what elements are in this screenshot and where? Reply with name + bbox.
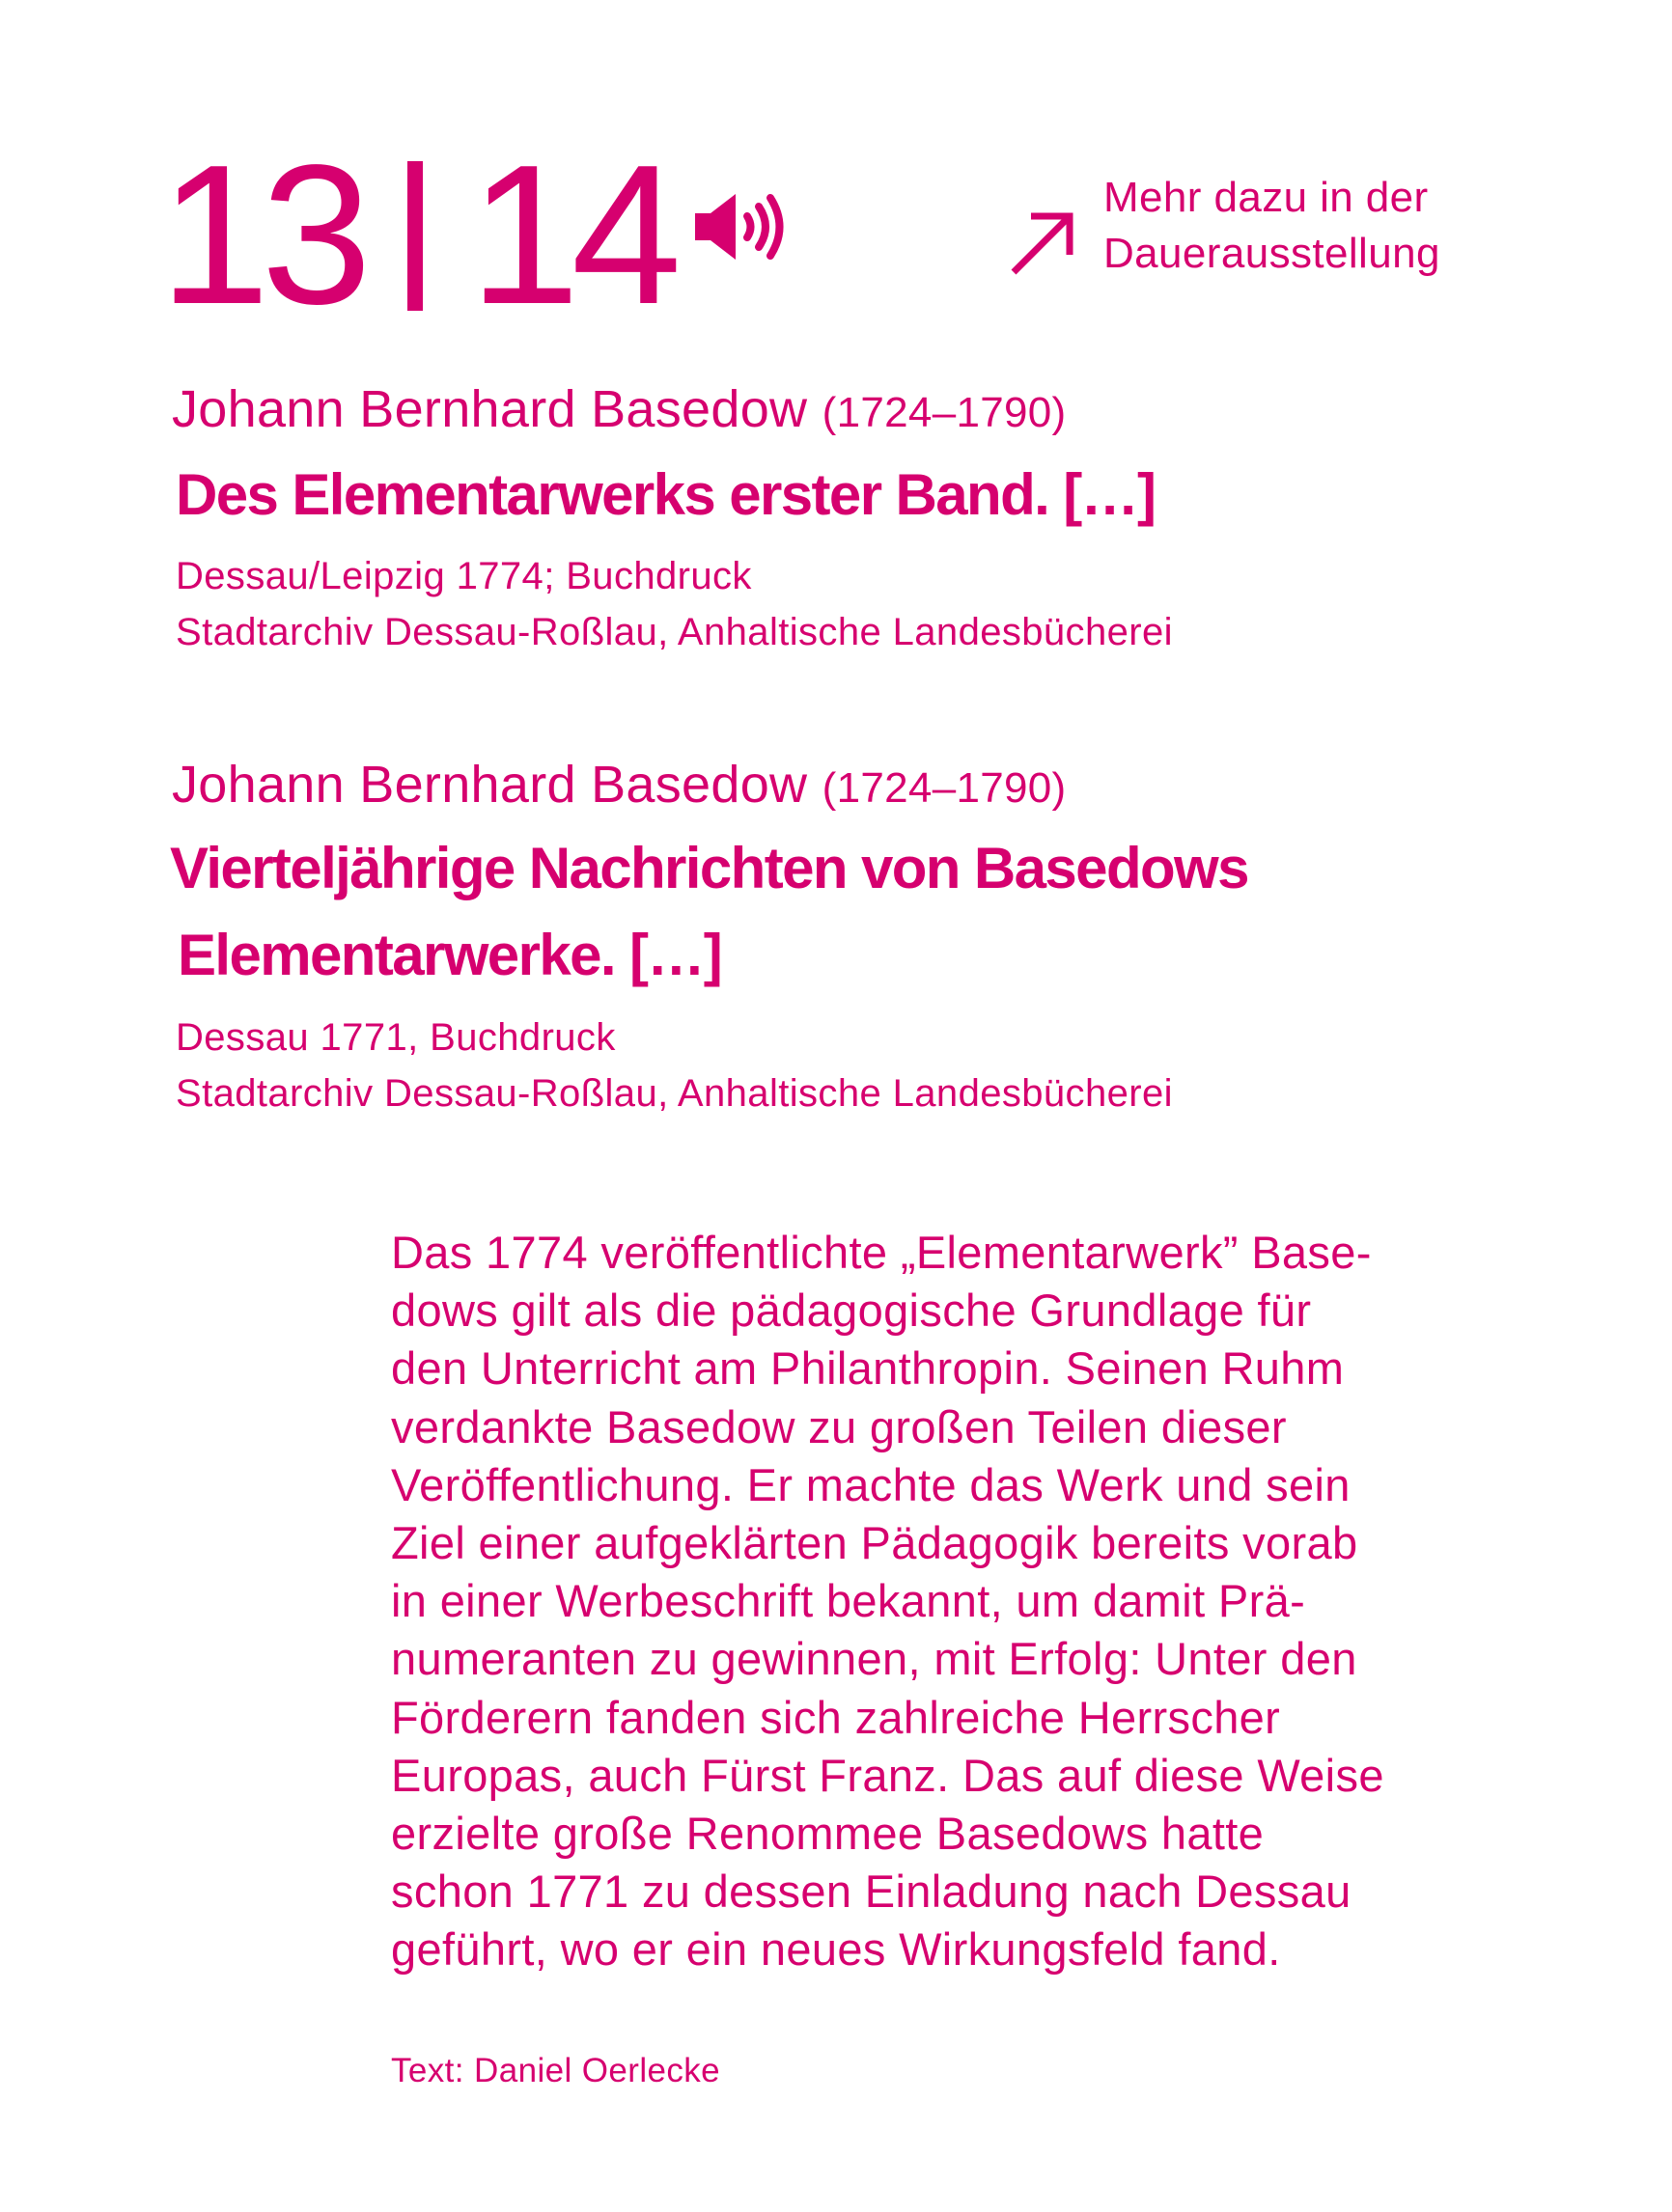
entry-1-collection: Stadtarchiv Dessau-Roßlau, Anhaltische Landesbücherei	[176, 611, 1173, 653]
description-line: Ziel einer aufgeklärten Pädagogik bereits vorab	[391, 1517, 1358, 1569]
description-line: Das 1774 veröffentlichte „Elementarwerk” Base-	[391, 1227, 1372, 1278]
entry-2-author-name: Johann Bernhard Basedow	[172, 756, 808, 814]
entry-1-author	[172, 379, 1067, 439]
description-line: Veröffentlichung. Er machte das Werk und sein	[391, 1458, 1351, 1510]
entry-2-place-date: Dessau 1771, Buchdruck	[176, 1016, 616, 1059]
object-number-right: 14	[469, 124, 674, 346]
arrow-up-right-icon[interactable]	[1008, 208, 1077, 278]
entry-1-title: Des Elementarwerks erster Band. […]	[176, 462, 1156, 527]
description-line: numeranten zu gewinnen, mit Erfolg: Unter den	[391, 1633, 1357, 1685]
entry-2-title-line-2: Elementarwerke. […]	[178, 923, 722, 987]
entry-2-author-years: (1724–1790)	[822, 764, 1067, 812]
entry-2-title-line-1: Vierteljährige Nachrichten von Basedows	[170, 836, 1248, 900]
description-line: geführt, wo er ein neues Wirkungsfeld fand.	[391, 1923, 1281, 1976]
description-paragraph	[391, 1224, 1530, 1979]
description-line: Europas, auch Fürst Franz. Das auf diese Weise	[391, 1749, 1384, 1801]
description-line: den Unterricht am Philanthropin. Seinen Ruhm	[391, 1342, 1345, 1395]
entry-1-author-name: Johann Bernhard Basedow	[172, 380, 808, 438]
description-line: Förderern fanden sich zahlreiche Herrscher	[391, 1691, 1281, 1743]
exhibition-link-line-1: Mehr dazu in der	[1103, 174, 1429, 221]
description-line: schon 1771 zu dessen Einladung nach Dessau	[391, 1866, 1352, 1918]
description-line: in einer Werbeschrift bekannt, um damit Prä-	[391, 1575, 1306, 1627]
description-line: verdankte Basedow zu großen Teilen dieser	[391, 1400, 1287, 1452]
entry-1-author-years: (1724–1790)	[822, 389, 1067, 436]
text-credit: Text: Daniel Oerlecke	[391, 2052, 721, 2089]
number-separator	[407, 161, 423, 311]
object-number	[159, 124, 674, 346]
speaker-icon[interactable]	[693, 191, 786, 263]
description-line: dows gilt als die pädagogische Grundlage für	[391, 1285, 1312, 1337]
entry-1-place-date: Dessau/Leipzig 1774; Buchdruck	[176, 555, 752, 597]
entry-2-author	[172, 755, 1067, 815]
object-number-left: 13	[159, 124, 364, 346]
description-line: erzielte große Renommee Basedows hatte	[391, 1808, 1265, 1860]
exhibition-link[interactable]	[1103, 170, 1440, 282]
exhibition-link-line-2: Dauerausstellung	[1103, 230, 1440, 277]
entry-2-collection: Stadtarchiv Dessau-Roßlau, Anhaltische Landesbücherei	[176, 1072, 1173, 1115]
